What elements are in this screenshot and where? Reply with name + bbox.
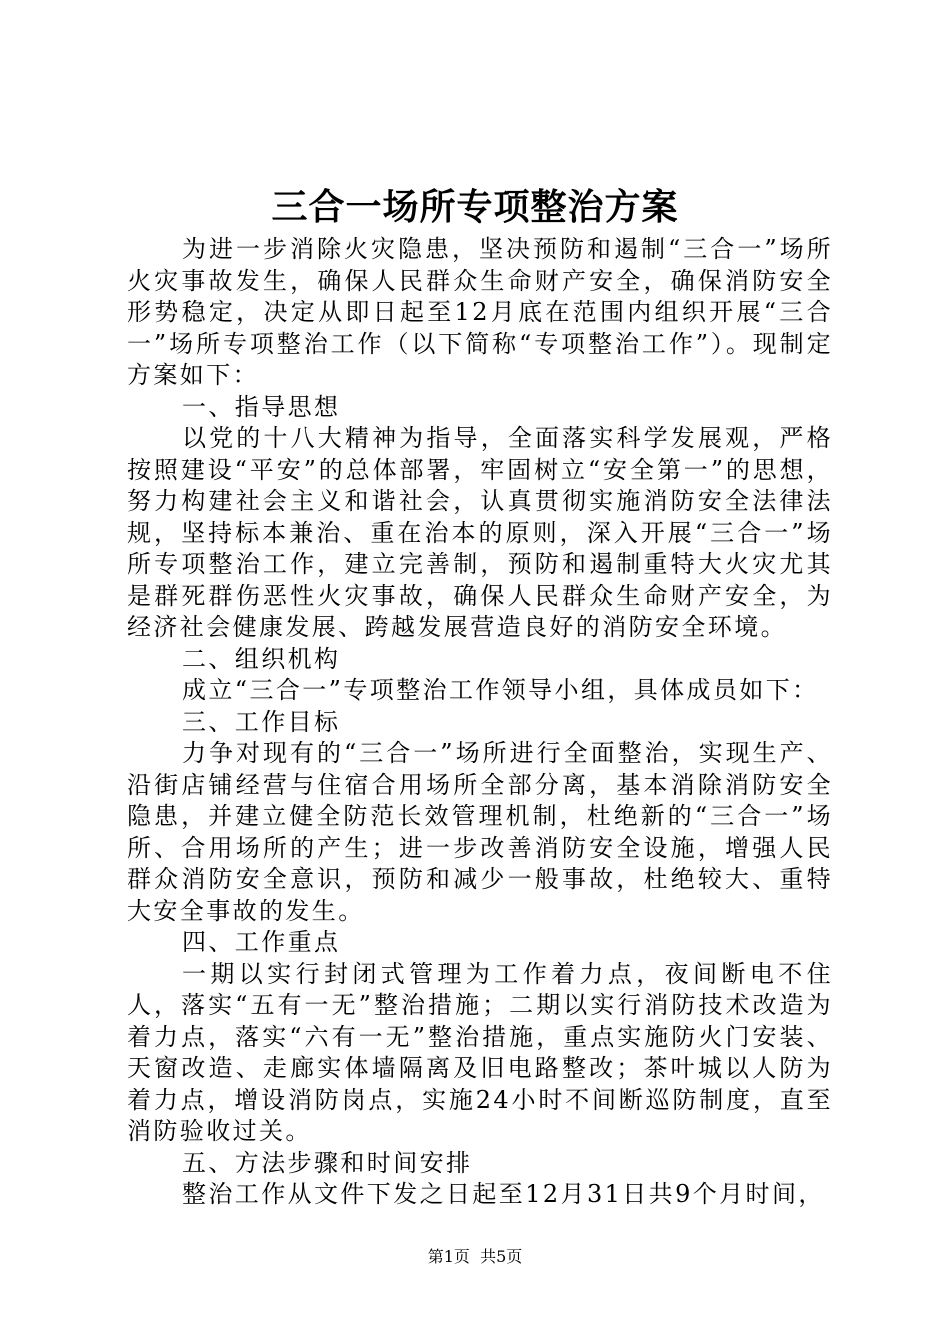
page-footer [0,1247,950,1267]
guiding-ideology-paragraph: 以党的十八大精神为指导，全面落实科学发展观，严格按照建设“平安”的总体部署，牢固树立“安全第一”的思想，努力构建社会主义和谐社会，认真贯彻实施消防安全法律法规，坚持标本兼治、重在治本的原则，深入开展“三合一”场所专项整治工作，建立完善制，预防和遏制重特大火灾尤其是群死群伤恶性火灾事故，确保人民群众生命财产安全，为经济社会健康发展、跨越发展营造良好的消防安全环境。 [127,424,833,641]
document-body [127,234,833,1211]
methods-schedule-paragraph: 整治工作从文件下发之日起至12月31日共9个月时间， [182,1180,825,1208]
section-heading-organization: 二、组织机构 [182,644,341,673]
intro-paragraph: 为进一步消除火灾隐患，坚决预防和遏制“三合一”场所火灾事故发生，确保人民群众生命财产安全，确保消防安全形势稳定，决定从即日起至12月底在范围内组织开展“三合一”场所专项整治工作（以下简称“专项整治工作”）。现制定方案如下： [127,235,833,389]
page-total: 共5页 [480,1247,523,1266]
organization-paragraph: 成立“三合一”专项整治工作领导小组，具体成员如下： [182,676,819,704]
work-goals-paragraph: 力争对现有的“三合一”场所进行全面整治，实现生产、沿街店铺经营与住宿合用场所全部分离，基本消除消防安全隐患，并建立健全防范长效管理机制，杜绝新的“三合一”场所、合用场所的产生；进一步改善消防安全设施，增强人民群众消防安全意识，预防和减少一般事故，杜绝较大、重特大安全事故的发生。 [127,739,833,925]
section-heading-work-goals: 三、工作目标 [182,707,341,736]
page-number: 第1页 [427,1247,470,1266]
section-heading-guiding-ideology: 一、指导思想 [182,392,341,421]
section-heading-work-focus: 四、工作重点 [182,928,341,956]
section-heading-methods-schedule: 五、方法步骤和时间安排 [182,1148,473,1177]
work-focus-paragraph: 一期以实行封闭式管理为工作着力点，夜间断电不住人，落实“五有一无”整治措施；二期以实行消防技术改造为着力点，落实“六有一无”整治措施，重点实施防火门安装、天窗改造、走廊实体墙隔离及旧电路整改；茶叶城以人防为着力点，增设消防岗点，实施24小时不间断巡防制度，直至消防验收过关。 [127,959,833,1145]
document-title: 三合一场所专项整治方案 [271,186,679,228]
